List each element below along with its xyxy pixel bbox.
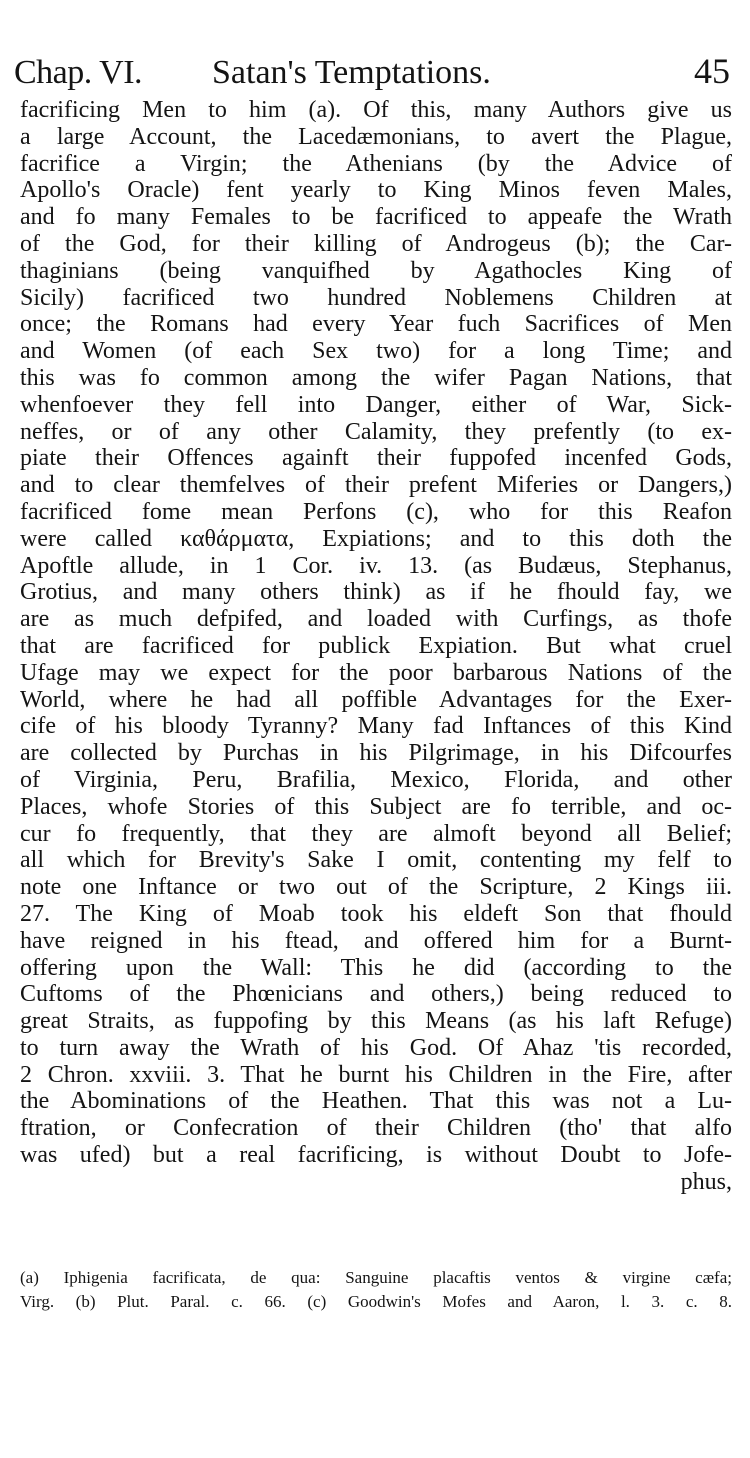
- text-line: was ufed) but a real facrificing, is without Doubt to Jofe-: [20, 1142, 732, 1169]
- text-line: Places, whofe Stories of this Subject are fo terrible, and oc-: [20, 793, 732, 820]
- text-line: Apoftle allude, in 1 Cor. iv. 13. (as Budæus, Stephanus,: [20, 552, 732, 579]
- running-header: [14, 51, 736, 96]
- body-text: [20, 97, 732, 1196]
- chapter-label: Chap. VI.: [14, 54, 143, 91]
- text-line: this was fo common among the wifer Pagan Nations, that: [20, 364, 732, 391]
- text-line: Apollo's Oracle) fent yearly to King Minos feven Males,: [20, 177, 732, 204]
- text-line: of the God, for their killing of Androgeus (b); the Car-: [20, 230, 732, 257]
- text-line: once; the Romans had every Year fuch Sacrifices of Men: [20, 311, 732, 338]
- footnote-line: Virg. (b) Plut. Paral. c. 66. (c) Goodwin's Mofes and Aaron, l. 3. c. 8.: [20, 1292, 732, 1311]
- text-line: facrificed fome mean Perfons (c), who for this Reafon: [20, 498, 732, 525]
- text-line: 27. The King of Moab took his eldeft Son that fhould: [20, 900, 732, 927]
- footnote-line: (a) Iphigenia facrificata, de qua: Sanguine placaftis ventos & virgine cæfa;: [20, 1268, 732, 1287]
- text-line: facrificing Men to him (a). Of this, many Authors give us: [20, 97, 732, 123]
- text-line: note one Inftance or two out of the Scripture, 2 Kings iii.: [20, 874, 732, 901]
- text-line: to turn away the Wrath of his God. Of Ahaz 'tis recorded,: [20, 1034, 732, 1061]
- text-line: phus,: [680, 1168, 732, 1195]
- footnotes: [20, 1266, 732, 1314]
- running-title: Satan's Temptations.: [212, 54, 491, 91]
- text-line: and fo many Females to be facrificed to appeafe the Wrath: [20, 204, 732, 231]
- text-line: ftration, or Confecration of their Children (tho' that alfo: [20, 1115, 732, 1142]
- text-line: great Straits, as fuppofing by this Means (as his laft Refuge): [20, 1008, 732, 1035]
- text-line: Ufage may we expect for the poor barbarous Nations of the: [20, 659, 732, 686]
- text-line: are collected by Purchas in his Pilgrimage, in his Difcourfes: [20, 740, 732, 767]
- text-line: the Abominations of the Heathen. That this was not a Lu-: [20, 1088, 732, 1115]
- text-line: all which for Brevity's Sake I omit, contenting my felf to: [20, 847, 732, 874]
- text-line: cife of his bloody Tyranny? Many fad Inftances of this Kind: [20, 713, 732, 740]
- text-line: 2 Chron. xxviii. 3. That he burnt his Children in the Fire, after: [20, 1061, 732, 1088]
- text-line: cur fo frequently, that they are almoft beyond all Belief;: [20, 820, 732, 847]
- text-line: thaginians (being vanquifhed by Agathocles King of: [20, 257, 732, 284]
- text-line: Sicily) facrificed two hundred Noblemens Children at: [20, 284, 732, 311]
- text-line: offering upon the Wall: This he did (according to the: [20, 954, 732, 981]
- text-line: Cuftoms of the Phœnicians and others,) being reduced to: [20, 981, 732, 1008]
- text-line: were called καθάρματα, Expiations; and to this doth the: [20, 525, 732, 552]
- text-line: World, where he had all poffible Advantages for the Exer-: [20, 686, 732, 713]
- text-line: that are facrificed for publick Expiation. But what cruel: [20, 632, 732, 659]
- text-line: of Virginia, Peru, Brafilia, Mexico, Florida, and other: [20, 766, 732, 793]
- text-line: neffes, or of any other Calamity, they prefently (to ex-: [20, 418, 732, 445]
- text-line: have reigned in his ftead, and offered him for a Burnt-: [20, 927, 732, 954]
- text-line: and to clear themfelves of their prefent Miferies or Dangers,): [20, 472, 732, 499]
- text-line: facrifice a Virgin; the Athenians (by the Advice of: [20, 150, 732, 177]
- page-number: 45: [694, 51, 730, 91]
- text-line: and Women (of each Sex two) for a long Time; and: [20, 338, 732, 365]
- text-line: piate their Offences againft their fuppofed incenfed Gods,: [20, 445, 732, 472]
- text-line: are as much defpifed, and loaded with Curfings, as thofe: [20, 606, 732, 633]
- text-line: Grotius, and many others think) as if he fhould fay, we: [20, 579, 732, 606]
- text-line: a large Account, the Lacedæmonians, to avert the Plague,: [20, 123, 732, 150]
- text-line: whenfoever they fell into Danger, either of War, Sick-: [20, 391, 732, 418]
